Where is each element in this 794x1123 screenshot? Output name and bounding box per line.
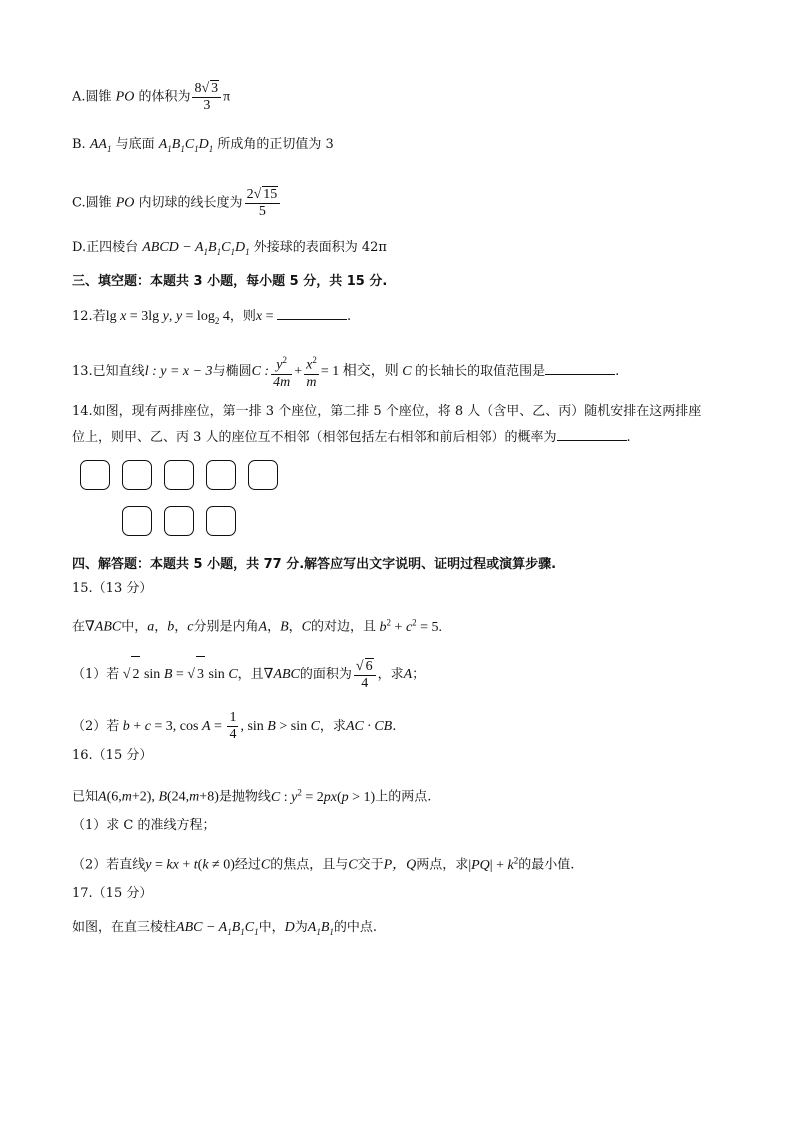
seat-row1-1	[80, 460, 110, 490]
question-13: 13.已知直线l : y = x − 3与椭圆C : $\frac{y^2}{4m}$ + $\frac{x^2}{m}$ = 1 相交，则 C 的长轴长的取值范围是 .	[72, 352, 619, 391]
question-16-head: 16.（15 分）	[72, 748, 153, 763]
question-15-head: 15.（13 分）	[72, 581, 153, 596]
question-17-intro: 如图，在直三棱柱ABC − $A_1B_1C_1$中，D为$A_1B_1$的中点.	[72, 920, 378, 937]
fraction-x2-m: $\frac{x^2}{m}$	[304, 352, 319, 391]
answer-blank-14[interactable]	[557, 426, 627, 441]
option-c: C.圆锥 PO 内切球的线长度为 $\frac{2√ 15}{5}$	[72, 186, 282, 220]
seat-row1-2	[122, 460, 152, 490]
fraction-cosA: $\frac{1}{4}$	[229, 710, 237, 742]
question-15-part1: （1）若 √ 2 sin B = √ 3 sin C，且∇ABC的面积为 $\frac{√ 6}{4}$ ，求A；	[72, 656, 425, 693]
seat-row1-5	[248, 460, 278, 490]
question-12: 12.若lg x = 3lg y, $y = \log_2 4$，则x = .	[72, 305, 351, 331]
math-frustum: ABCD − $A_1B_1C_1D_1$	[142, 240, 250, 257]
question-16-part1: （1）求 C 的准线方程；	[72, 818, 216, 833]
fraction-area: $\frac{√ 6}{4}$	[354, 658, 376, 692]
math-aa1: $AA_1$	[89, 137, 112, 154]
answer-blank-13[interactable]	[545, 360, 615, 375]
fraction-volume: $\frac{8√ 3}{3}$	[192, 80, 221, 114]
math-po-c: PO	[115, 195, 135, 211]
section-3-heading: 三、填空题：本题共 3 小题，每小题 5 分，共 15 分.	[72, 274, 388, 289]
math-a1b1c1d1: $A_1B_1C_1D_1$	[158, 137, 214, 154]
seat-row1-3	[164, 460, 194, 490]
option-b: B. $AA_1$ 与底面 $A_1B_1C_1D_1$ 所成角的正切值为 3	[72, 137, 334, 154]
seat-row2-3	[206, 506, 236, 536]
question-14-line2: 位上，则甲、乙、丙 3 人的座位互不相邻（相邻包括左右相邻和前后相邻）的概率为 .	[72, 426, 631, 448]
question-16-part2: （2）若直线y = kx + t(k ≠ 0)经过C的焦点，且与C交于P，Q两点，求$|PQ| + k^2$的最小值.	[72, 855, 575, 873]
math-q12-eq: lg x = 3lg y, $y = \log_2 4$	[105, 309, 230, 326]
section-4-heading: 四、解答题：本题共 5 小题，共 77 分.解答应写出文字说明、证明过程或演算步骤.	[72, 557, 557, 572]
seat-row2-2	[164, 506, 194, 536]
math-line-l: l : y = x − 3	[144, 363, 213, 379]
answer-blank-12[interactable]	[277, 305, 347, 320]
question-15-intro: 在∇ABC中，a，b，c分别是内角A，B，C的对边，且 $b^2 + c^2 = 5$.	[72, 617, 443, 635]
seat-row2-1	[122, 506, 152, 536]
question-14-line1: 14.如图，现有两排座位，第一排 3 个座位，第二排 5 个座位，将 8 人（含甲、乙、丙）随机安排在这两排座	[72, 404, 702, 419]
fraction-y2-4m: $\frac{y^2}{4m}$	[271, 352, 292, 391]
fraction-length: $\frac{2√ 15}{5}$	[245, 186, 281, 220]
question-17-head: 17.（15 分）	[72, 886, 153, 901]
option-a: A.圆锥 PO 的体积为 $\frac{8√ 3}{3}$ π	[72, 81, 231, 113]
option-d: D.正四棱台 ABCD − $A_1B_1C_1D_1$ 外接球的表面积为 42π	[72, 240, 387, 257]
question-15-part2: （2）若 b + c = 3, cos A = $\frac{1}{4}$ , sin B > sin C，求AC · CB.	[72, 710, 397, 742]
question-16-intro: 已知A(6,m+2), B(24,m+8)是抛物线C : $y^2 = 2px(p > 1)$上的两点.	[72, 787, 432, 805]
seat-row1-4	[206, 460, 236, 490]
math-po: PO	[115, 89, 135, 105]
